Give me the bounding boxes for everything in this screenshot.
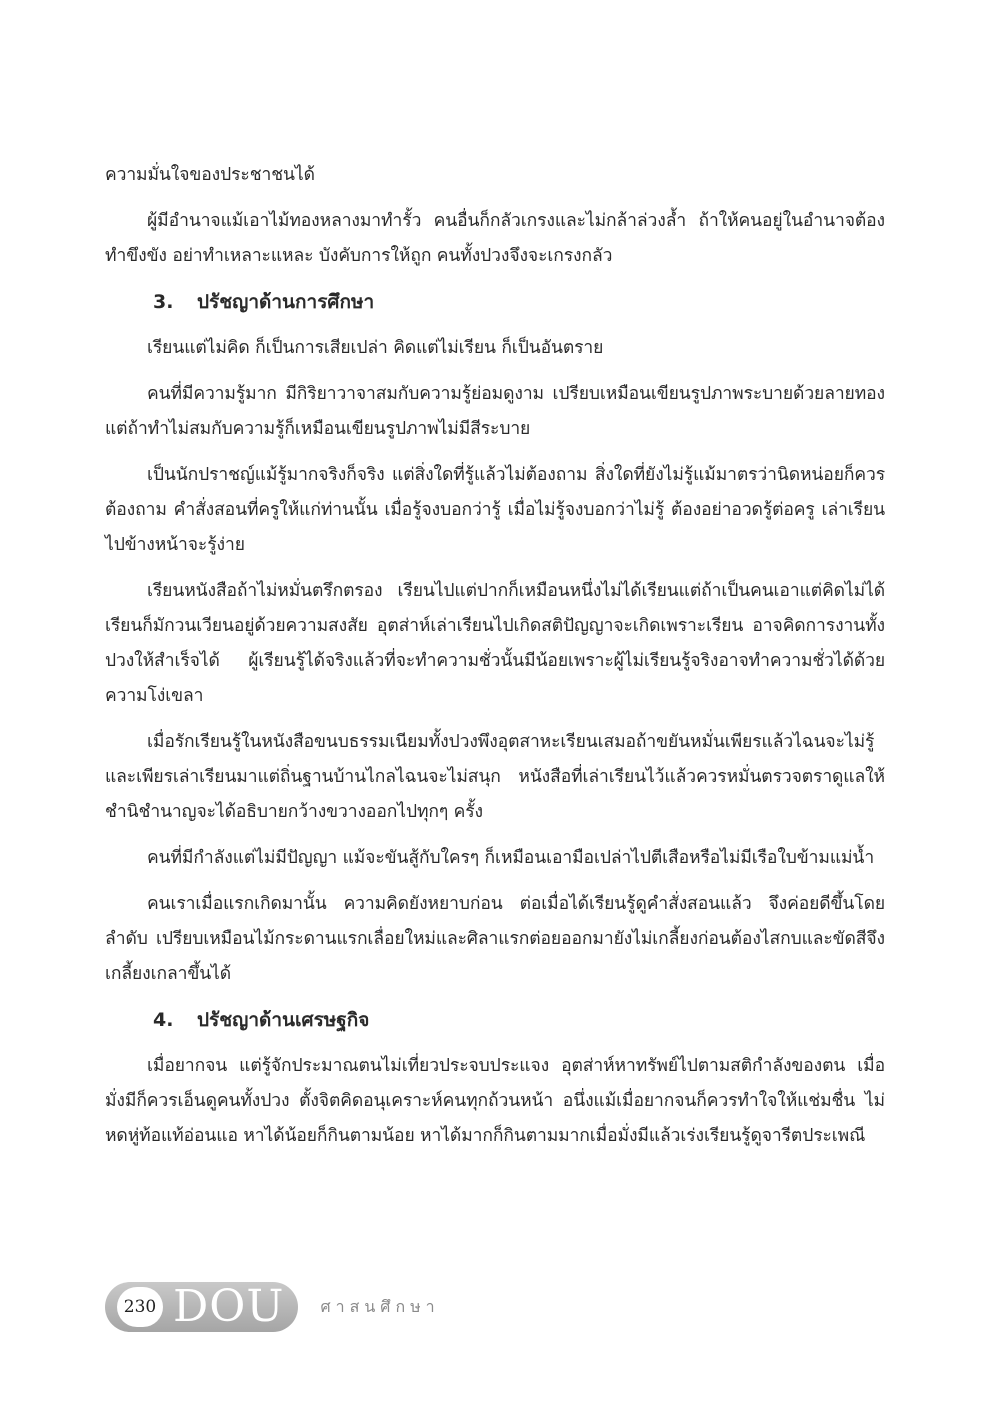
dou-logo: DOU [173, 1281, 285, 1332]
paragraph: ผู้มีอำนาจแม้เอาไม้ทองหลางมาทำรั้ว คนอื่นก็กลัวเกรงและไม่กล้าล่วงล้ำ ถ้าให้คนอยู่ในอำนาจต้องทำขึงขัง อย่าทำเหลาะแหละ บังคับการให้ถูก คนทั้งปวงจึงจะเกรงกลัว [105, 211, 885, 266]
section-title: ปรัชญาด้านเศรษฐกิจ [197, 1009, 370, 1031]
section-number: 4. [153, 1009, 174, 1031]
paragraph: คนเราเมื่อแรกเกิดมานั้น ความคิดยังหยาบก่อน ต่อเมื่อได้เรียนรู้ดูคำสั่งสอนแล้ว จึงค่อยดีขึ้นโดยลำดับ เปรียบเหมือนไม้กระดานแรกเลื่อยใหม่และศิลาแรกต่อยออกมายังไม่เกลี้ยงก่อนต้องไสกบและขัดสีจึงเกลี้ยงเกลาขึ้นได้ [105, 894, 885, 984]
page-footer [105, 1282, 440, 1332]
paragraph: คนที่มีความรู้มาก มีกิริยาวาจาสมกับความรู้ย่อมดูงาม เปรียบเหมือนเขียนรูปภาพระบายด้วยลายทอง แต่ถ้าทำไม่สมกับความรู้ก็เหมือนเขียนรูปภาพไม่มีสีระบาย [105, 384, 885, 439]
paragraph: เป็นนักปราชญ์แม้รู้มากจริงก็จริง แต่สิ่งใดที่รู้แล้วไม่ต้องถาม สิ่งใดที่ยังไม่รู้แม้มาตรว่านิดหน่อยก็ควรต้องถาม คำสั่งสอนที่ครูให้แก่ท่านนั้น เมื่อรู้จงบอกว่ารู้ เมื่อไม่รู้จงบอกว่าไม่รู้ ต้องอย่าอวดรู้ต่อครู เล่าเรียนไปข้างหน้าจะรู้ง่าย [105, 465, 885, 555]
page-number: 230 [117, 1287, 163, 1327]
paragraph: เมื่อรักเรียนรู้ในหนังสือขนบธรรมเนียมทั้งปวงพึงอุตสาหะเรียนเสมอถ้าขยันหมั่นเพียรแล้วไฉนจะไม่รู้และเพียรเล่าเรียนมาแต่ถิ่นฐานบ้านไกลไฉนจะไม่สนุก หนังสือที่เล่าเรียนไว้แล้วควรหมั่นตรวจตราดูแลให้ชำนิชำนาญจะได้อธิบายกว้างขวางออกไปทุกๆ ครั้ง [105, 732, 885, 822]
paragraph: คนที่มีกำลังแต่ไม่มีปัญญา แม้จะขันสู้กับใครๆ ก็เหมือนเอามือเปล่าไปตีเสือหรือไม่มีเรือใบข้ามแม่น้ำ [147, 848, 875, 868]
section-heading-education [153, 285, 885, 319]
course-title: ศาสนศึกษา [320, 1296, 440, 1316]
paragraph-continuation: ความมั่นใจของประชาชนได้ [105, 165, 315, 185]
paragraph: เรียนแต่ไม่คิด ก็เป็นการเสียเปล่า คิดแต่ไม่เรียน ก็เป็นอันตราย [147, 338, 604, 358]
section-number: 3. [153, 291, 174, 313]
footer-badge [105, 1282, 298, 1332]
paragraph: เรียนหนังสือถ้าไม่หมั่นตรึกตรอง เรียนไปแต่ปากก็เหมือนหนึ่งไม่ได้เรียนแต่ถ้าเป็นคนเอาแต่คิดไม่ได้เรียนก็มักวนเวียนอยู่ด้วยความสงสัย อุตส่าห์เล่าเรียนไปเกิดสติปัญญาจะเกิดเพราะเรียน อาจคิดการงานทั้งปวงให้สำเร็จได้ ผู้เรียนรู้ได้จริงแล้วที่จะทำความชั่วนั้นมีน้อยเพราะผู้ไม่เรียนรู้จริงอาจทำความชั่วได้ด้วยความโง่เขลา [105, 581, 885, 706]
section-title: ปรัชญาด้านการศึกษา [197, 291, 375, 313]
page-body [105, 158, 885, 1165]
section-heading-economics [153, 1003, 885, 1037]
paragraph: เมื่อยากจน แต่รู้จักประมาณตนไม่เที่ยวประจบประแจง อุตส่าห์หาทรัพย์ไปตามสติกำลังของตน เมื่อมั่งมีก็ควรเอ็นดูคนทั้งปวง ตั้งจิตคิดอนุเคราะห์คนทุกถ้วนหน้า อนึ่งแม้เมื่อยากจนก็ควรทำใจให้แช่มชื่น ไม่หดหู่ท้อแท้อ่อนแอ หาได้น้อยก็กินตามน้อย หาได้มากก็กินตามมากเมื่อมั่งมีแล้วเร่งเรียนรู้ดูจารีตประเพณี [105, 1056, 885, 1146]
